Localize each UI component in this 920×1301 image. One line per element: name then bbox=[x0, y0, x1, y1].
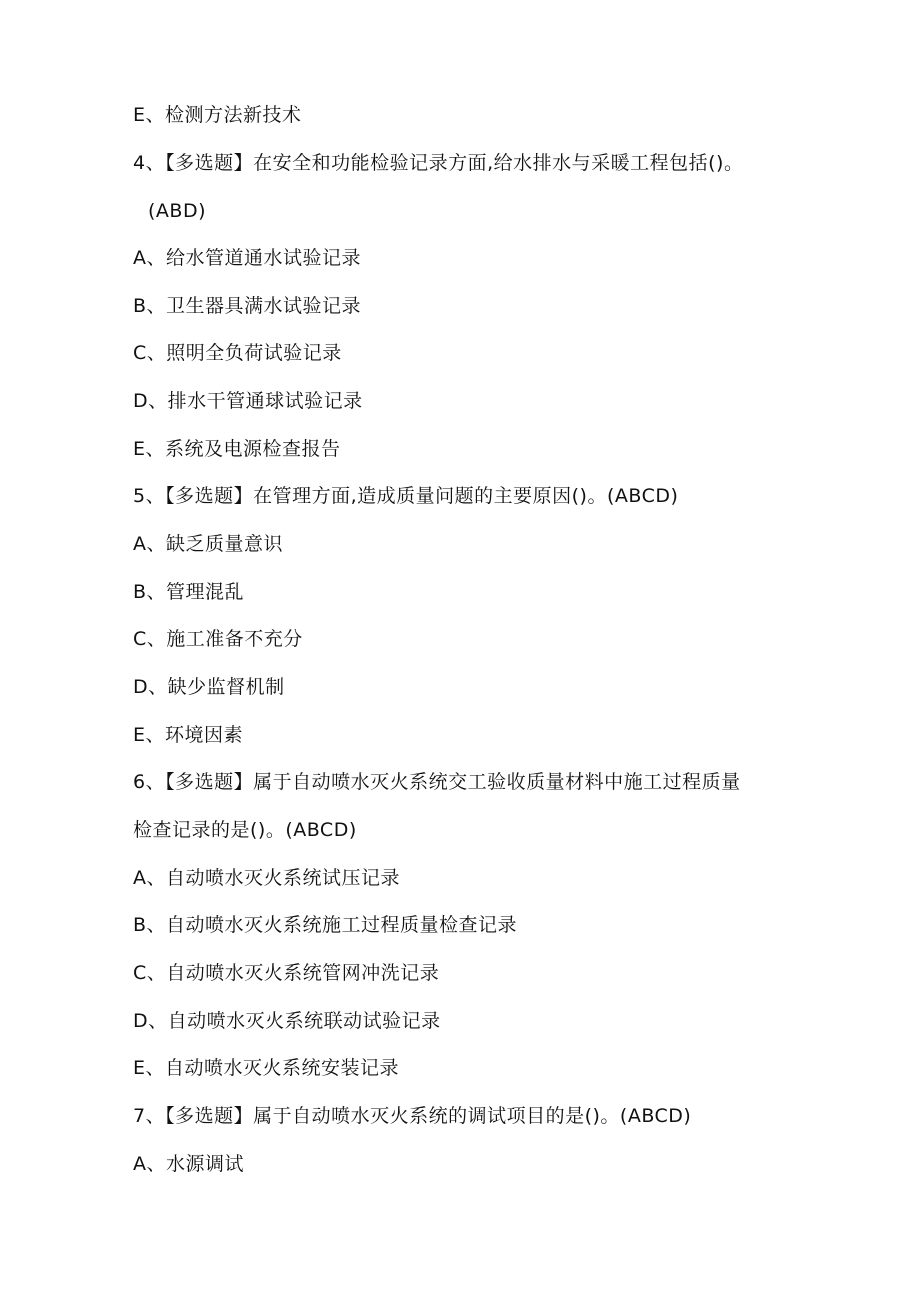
option-e-q6: E、自动喷水灭火系统安装记录 bbox=[133, 1057, 400, 1079]
question-4-answer: (ABD) bbox=[148, 200, 206, 222]
option-c-q4: C、照明全负荷试验记录 bbox=[133, 342, 342, 364]
option-a-q5: A、缺乏质量意识 bbox=[133, 533, 283, 555]
option-a-q4: A、给水管道通水试验记录 bbox=[133, 247, 361, 269]
option-b-q6: B、自动喷水灭火系统施工过程质量检查记录 bbox=[133, 914, 518, 936]
option-a-q7: A、水源调试 bbox=[133, 1153, 244, 1175]
question-7: 7、【多选题】属于自动喷水灭火系统的调试项目的是()。(ABCD) bbox=[133, 1105, 692, 1127]
question-5: 5、【多选题】在管理方面,造成质量问题的主要原因()。(ABCD) bbox=[133, 485, 679, 507]
option-b-q4: B、卫生器具满水试验记录 bbox=[133, 295, 362, 317]
option-d-q5: D、缺少监督机制 bbox=[133, 676, 285, 698]
option-c-q6: C、自动喷水灭火系统管网冲洗记录 bbox=[133, 962, 440, 984]
option-a-q6: A、自动喷水灭火系统试压记录 bbox=[133, 867, 400, 889]
option-c-q5: C、施工准备不充分 bbox=[133, 628, 303, 650]
option-d-q6: D、自动喷水灭火系统联动试验记录 bbox=[133, 1010, 441, 1032]
option-e-q5: E、环境因素 bbox=[133, 724, 244, 746]
question-4: 4、【多选题】在安全和功能检验记录方面,给水排水与采暖工程包括()。 bbox=[133, 152, 744, 174]
question-6-continued: 检查记录的是()。(ABCD) bbox=[133, 819, 357, 841]
option-e-q3: E、检测方法新技术 bbox=[133, 104, 302, 126]
question-6: 6、【多选题】属于自动喷水灭火系统交工验收质量材料中施工过程质量 bbox=[133, 771, 741, 793]
option-b-q5: B、管理混乱 bbox=[133, 581, 245, 603]
option-d-q4: D、排水干管通球试验记录 bbox=[133, 390, 363, 412]
option-e-q4: E、系统及电源检查报告 bbox=[133, 438, 341, 460]
